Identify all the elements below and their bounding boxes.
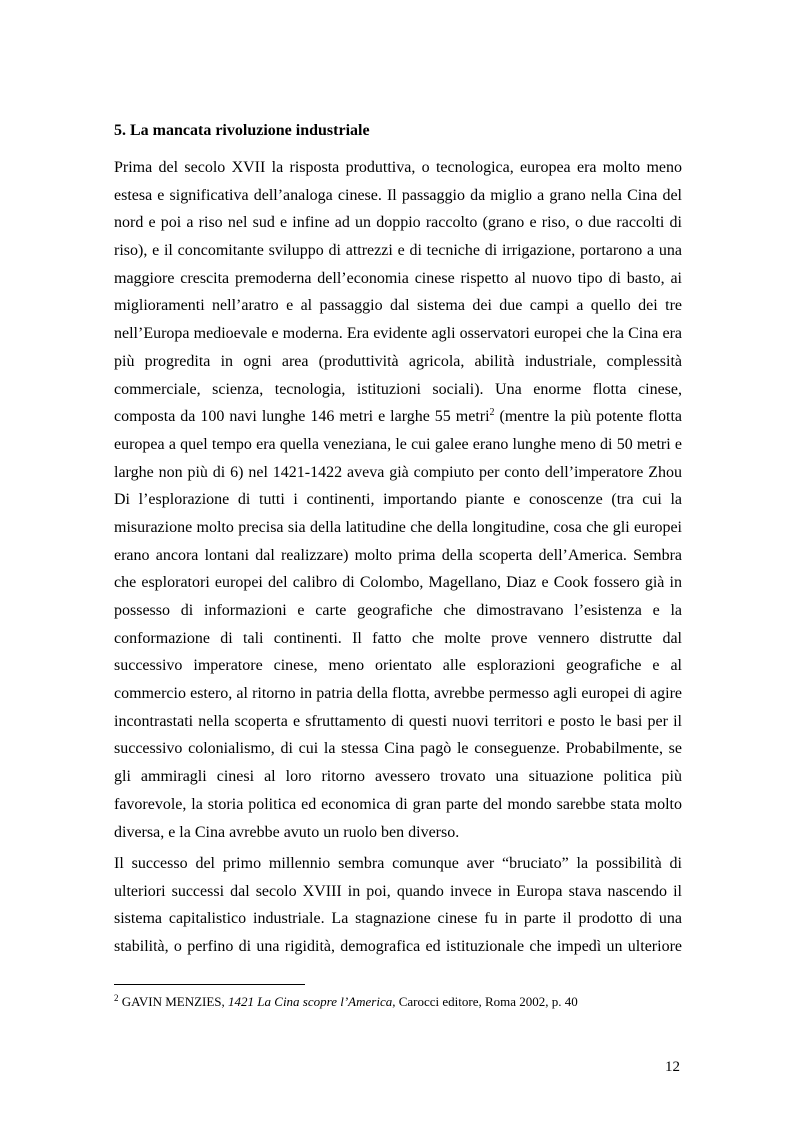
footnote-publication: , Carocci editore, Roma 2002, p. 40 [392,994,578,1009]
footnote [114,993,684,1010]
text-line: europea a quel tempo era quella veneziana, le cui galee erano lunghe meno di 50 metri e [114,435,682,453]
footnote-number: 2 [114,993,119,1003]
text-line: misurazione molto precisa sia della latitudine che della longitudine, cosa che gli europei [114,518,682,536]
text-line: commerciale, scienza, tecnologia, istituzioni sociali). Una enorme flotta cinese, [114,380,682,398]
text-line: commercio estero, al ritorno in patria della flotta, avrebbe permesso agli europei di agire [114,685,682,703]
text-line: favorevole, la storia politica ed economica di gran parte del mondo sarebbe stata molto [114,795,682,813]
text-line: che esploratori europei del calibro di Colombo, Magellano, Diaz e Cook fossero già in [114,574,682,592]
text-line: stabilità, o perfino di una rigidità, demografica ed istituzionale che impedì un ulteriore [114,938,682,956]
text-line: erano ancora lontani dal realizzare) molto prima della scoperta dell’America. Sembra [114,546,682,564]
text-line: Il successo del primo millennio sembra comunque aver “bruciato” la possibilità di [114,855,682,872]
text-line: maggiore crescita premoderna dell’economia cinese rispetto al nuovo tipo di basto, ai [114,269,682,287]
text-line: nell’Europa medioevale e moderna. Era evidente agli osservatori europei che la Cina era [114,325,682,343]
text-line-with-footnote [114,403,682,431]
footnote-reference[interactable]: 2 [489,407,495,419]
text-line: Prima del secolo XVII la risposta produttiva, o tecnologica, europea era molto meno [114,159,682,176]
text-line: sistema capitalistico industriale. La stagnazione cinese fu in parte il prodotto di una [114,910,682,928]
text-line: successivo colonialismo, di cui la stessa Cina pagò le conseguenze. Probabilmente, se [114,740,682,758]
footnote-author: GAVIN MENZIES, [118,994,229,1009]
text-line: estesa e significativa dell’analoga cinese. Il passaggio da miglio a grano nella Cina del [114,186,682,204]
text-segment: (mentre la più potente flotta [494,408,682,426]
text-line: gli ammiragli cinesi al loro ritorno avessero trovato una situazione politica più [114,768,682,786]
footnote-divider [114,984,305,985]
text-line: riso), e il concomitante sviluppo di attrezzi e di tecniche di irrigazione, portarono a una [114,242,682,260]
text-line: diversa, e la Cina avrebbe avuto un ruolo ben diverso. [114,823,460,841]
text-line: più progredita in ogni area (produttività agricola, abilità industriale, complessità [114,352,682,370]
page-number: 12 [665,1059,680,1075]
text-line: incontrastati nella scoperta e sfruttamento di questi nuovi territori e posto le basi per il [114,712,682,730]
text-segment: composta da 100 navi lunghe 146 metri e larghe 55 metri [114,408,490,426]
text-line: possesso di informazioni e carte geografiche che dimostravano l’esistenza e la [114,602,682,619]
footnote-title: 1421 La Cina scopre l’America [228,994,393,1009]
text-line: ulteriori successi dal secolo XVIII in poi, quando invece in Europa stava nascendo il [114,882,682,900]
text-line: conformazione di tali continenti. Il fatto che molte prove vennero distrutte dal [114,629,682,647]
paragraph-2 [114,850,682,961]
paragraph-1 [114,154,682,846]
text-line: successivo imperatore cinese, meno orientato alle esplorazioni geografiche e al [114,657,682,675]
text-line: miglioramenti nell’aratro e al passaggio dal sistema dei due campi a quello dei tre [114,297,682,315]
section-heading: 5. La mancata rivoluzione industriale [114,122,370,139]
text-line: larghe non più di 6) nel 1421-1422 aveva già compiuto per conto dell’imperatore Zhou [114,463,682,481]
text-line: nord e poi a riso nel sud e infine ad un doppio raccolto (grano e riso, o due raccolti di [114,214,682,232]
text-line: Di l’esplorazione di tutti i continenti, importando piante e conoscenze (tra cui la [114,491,682,509]
